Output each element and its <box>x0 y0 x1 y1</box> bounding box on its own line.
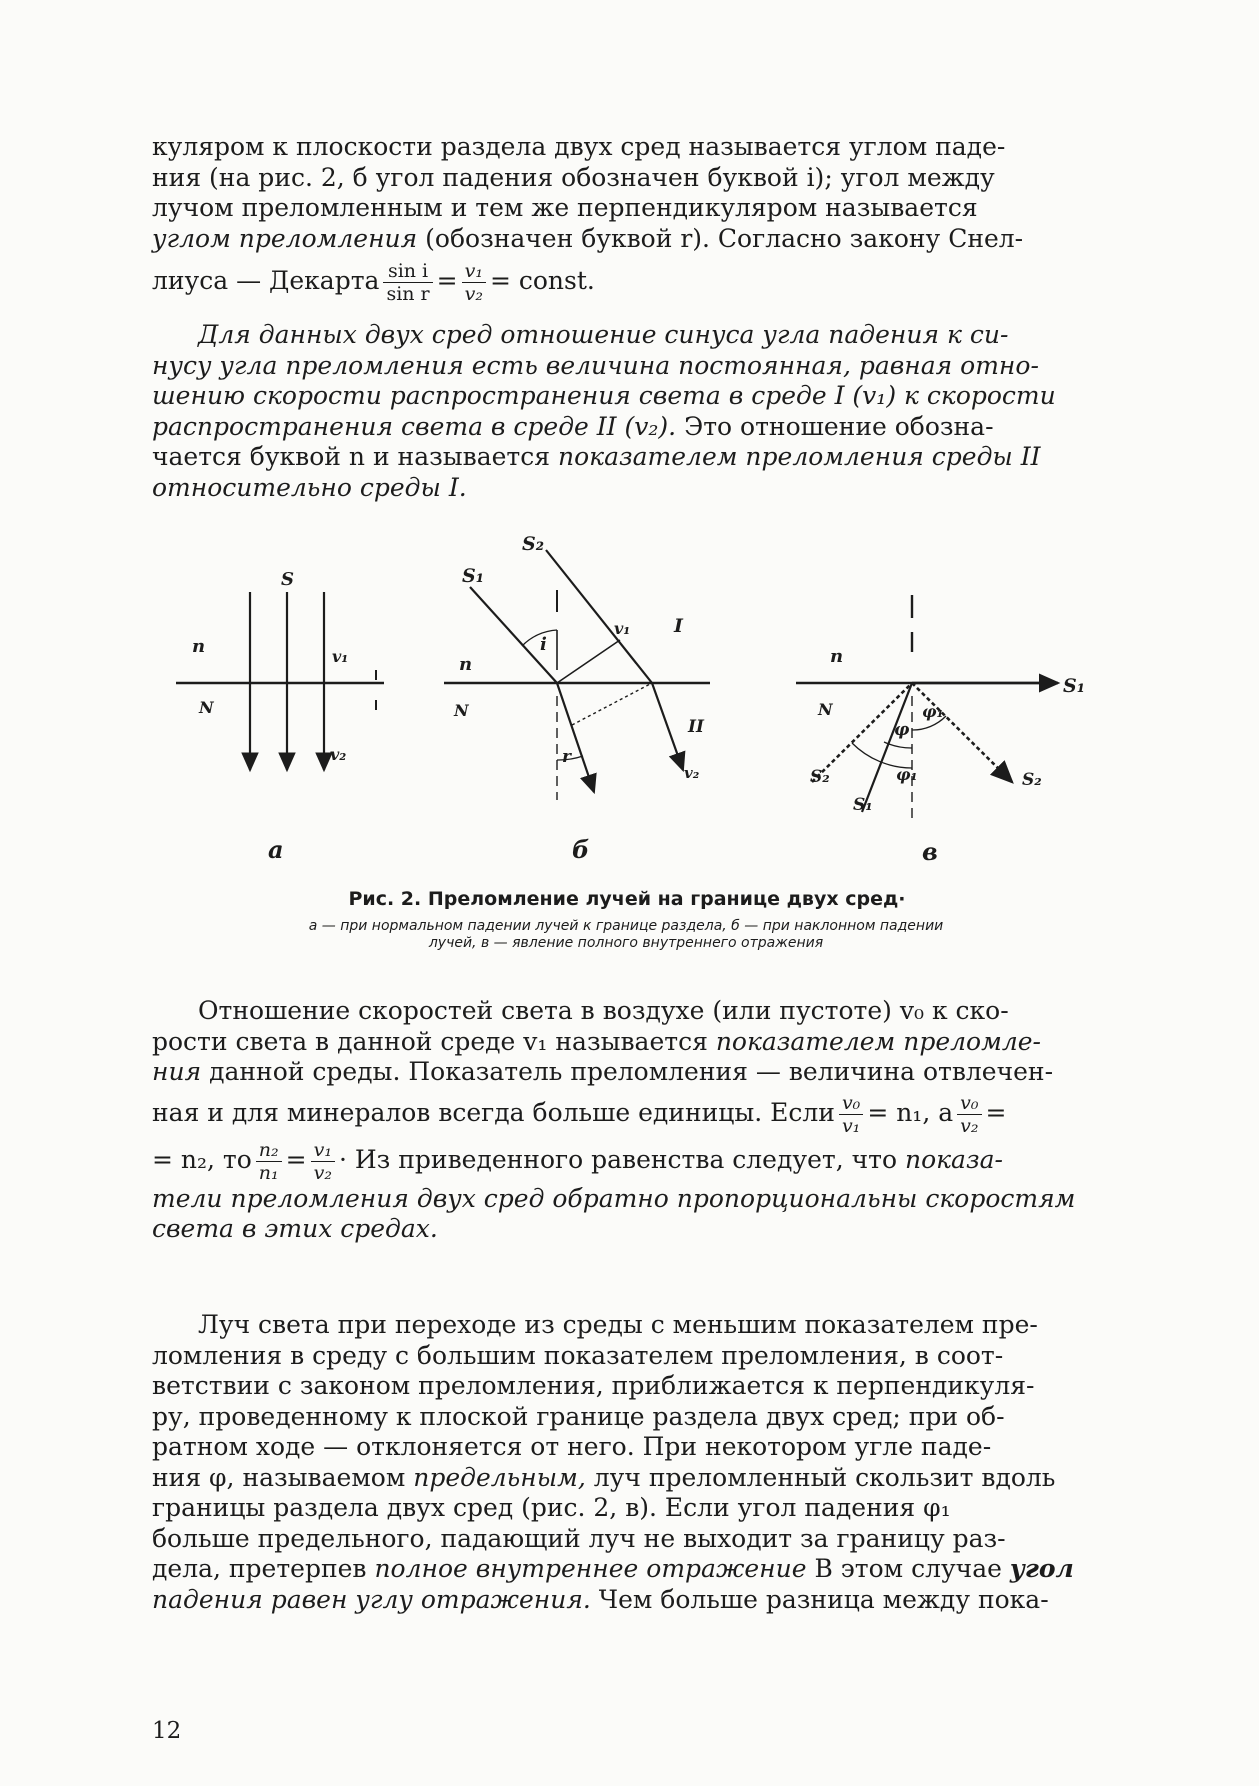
refraction-figure <box>0 520 1259 880</box>
figure-caption-body: а — при нормальном падении лучей к границе раздела, б — при наклонном падении лучей, в — явление полного внутреннего отражения <box>308 918 944 951</box>
fraction-sin: $\frac{\text{sin i}}{\text{sin r}}$ <box>383 260 432 305</box>
refractive-index-paragraph <box>152 996 1102 1245</box>
panel-label-a: а <box>268 835 284 864</box>
label-phi1-lower: φ₁ <box>896 765 918 784</box>
label-S1: S₁ <box>462 565 485 587</box>
label-S1-lower: S₁ <box>853 795 873 815</box>
label-phi: φ <box>894 720 910 740</box>
text-line: распространения света в среде II (v₂). Это отношение обозна- <box>152 411 994 441</box>
panel-label-c: в <box>922 837 938 866</box>
label-medium-II: II <box>688 717 704 737</box>
label-phi1: φ₁ <box>922 702 944 721</box>
text-line: ния φ, называемом предельным, луч преломленный скользит вдоль <box>152 1462 1056 1492</box>
label-S: S <box>281 569 294 590</box>
text-line: относительно среды I. <box>152 472 467 502</box>
text-line: света в этих средах. <box>152 1214 438 1243</box>
total-reflection-paragraph <box>152 1310 1102 1615</box>
label-v1: v₁ <box>614 619 631 638</box>
incident-ray-S2 <box>546 550 652 683</box>
label-r: r <box>562 747 571 767</box>
wavefront <box>557 640 620 683</box>
label-N: N <box>818 700 833 719</box>
label-v1: v₁ <box>332 647 349 666</box>
text-line: шению скорости распространения света в среде I (v₁) к скорости <box>152 381 1056 410</box>
page-number: 12 <box>152 1718 182 1744</box>
snell-equation-line: лиуса — Декарта $\frac{\text{sin i}}{\text{sin r}}$ = $\frac{\text{v₁}}{\text{v₂}}$ = const. <box>152 260 595 305</box>
panel-label-b: б <box>572 835 590 864</box>
text-line: куляром к плоскости раздела двух сред называется углом паде- <box>152 132 1006 161</box>
wavefront <box>572 683 652 725</box>
label-N: N <box>199 698 214 717</box>
label-v2: v₂ <box>330 745 347 764</box>
text-line: лучом преломленным и тем же перпендикуляром называется <box>152 193 978 222</box>
panel-a-diagram <box>176 569 384 770</box>
definition-paragraph <box>152 320 1102 503</box>
label-N: N <box>454 701 469 720</box>
text-line: Луч света при переходе из среды с меньшим показателем пре- <box>198 1310 1038 1339</box>
panel-c-diagram <box>796 595 1085 820</box>
label-n: n <box>459 654 473 675</box>
equation-line: = n₂, то $\frac{\text{n₂}}{\text{n₁}}$ = $\frac{\text{v₁}}{\text{v₂}}$ · Из приведенного равенства следует, что показа- <box>152 1138 1003 1184</box>
text-line: ния данной среды. Показатель преломления — величина отвлечен- <box>152 1057 1054 1086</box>
panel-b-diagram <box>444 533 710 800</box>
text-line: границы раздела двух сред (рис. 2, в). Если угол падения φ₁ <box>152 1493 951 1522</box>
text-line: тели преломления двух сред обратно пропорциональны скоростям <box>152 1183 1076 1213</box>
fraction-v0-v1: $\frac{\text{v₀}}{\text{v₁}}$ <box>839 1092 863 1137</box>
label-i: i <box>540 634 547 655</box>
label-n: n <box>830 646 844 667</box>
text-line: углом преломления (обозначен буквой r). Согласно закону Снел- <box>152 223 1024 253</box>
label-medium-I: I <box>674 615 683 637</box>
fraction-v1-v2: $\frac{\text{v₁}}{\text{v₂}}$ <box>311 1139 335 1184</box>
label-S2-right: S₂ <box>1022 770 1042 790</box>
text-line: Для данных двух сред отношение синуса угла падения к си- <box>198 320 1009 349</box>
text-line: ветствии с законом преломления, приближается к перпендикуля- <box>152 1371 1035 1400</box>
text-line: ратном ходе — отклоняется от него. При некотором угле паде- <box>152 1432 992 1461</box>
figure-caption-title: Рис. 2. Преломление лучей на границе двух сред· <box>348 888 906 910</box>
text-line: ния (на рис. 2, б угол падения обозначен буквой i); угол между <box>152 162 995 192</box>
label-v2: v₂ <box>684 764 700 782</box>
label-S2: S₂ <box>522 533 545 555</box>
text-line: ломления в среду с большим показателем преломления, в соот- <box>152 1340 1004 1370</box>
label-n: n <box>192 636 206 657</box>
fraction-n2-n1: $\frac{\text{n₂}}{\text{n₁}}$ <box>256 1139 282 1184</box>
text-line: чается буквой n и называется показателем преломления среды II <box>152 442 1041 471</box>
text-line: больше предельного, падающий луч не выходит за границу раз- <box>152 1523 1006 1553</box>
text-line: нусу угла преломления есть величина постоянная, равная отно- <box>152 350 1039 380</box>
refracted-ray-2 <box>652 683 683 770</box>
refracted-ray-1 <box>557 683 594 792</box>
fraction-velocity: $\frac{\text{v₁}}{\text{v₂}}$ <box>462 260 486 305</box>
text-line: дела, претерпев полное внутреннее отражение В этом случае угол <box>152 1554 1074 1583</box>
equation-line: ная и для минералов всегда больше единицы. Если $\frac{\text{v₀}}{\text{v₁}}$ = n₁, а $\frac{\text{v₀}}{\text{v₂}}$ = <box>152 1091 1007 1137</box>
text-line: рости света в данной среде v₁ называется показателем преломле- <box>152 1026 1041 1056</box>
top-paragraph <box>152 132 1102 305</box>
text-line: ру, проведенному к плоской границе раздела двух сред; при об- <box>152 1401 1005 1431</box>
term-refraction-angle: углом преломления <box>152 223 418 253</box>
label-S2-left: S₂ <box>810 767 830 787</box>
text-line: Отношение скоростей света в воздухе (или пустоте) v₀ к ско- <box>198 996 1009 1025</box>
reflected-ray <box>912 683 1012 782</box>
label-S1-grazing: S₁ <box>1063 675 1086 697</box>
fraction-v0-v2: $\frac{\text{v₀}}{\text{v₂}}$ <box>957 1092 981 1137</box>
text-line: падения равен углу отражения. Чем больше разница между пока- <box>152 1584 1049 1614</box>
